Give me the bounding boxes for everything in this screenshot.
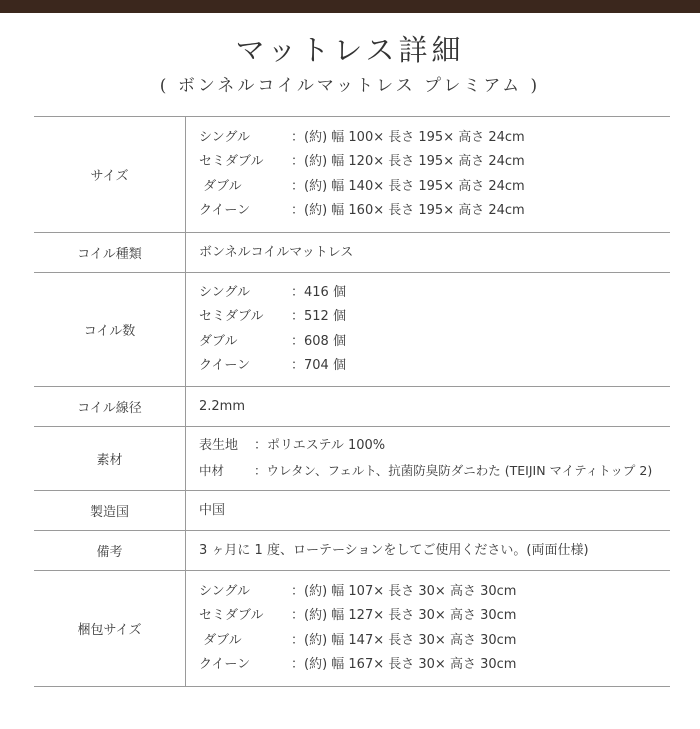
- coil-count-name: シングル: [199, 284, 251, 300]
- row-value-package-size: [186, 571, 671, 687]
- coil-count-line: [199, 330, 670, 355]
- table-row-notes: [34, 531, 670, 571]
- coil-count-name: セミダブル: [199, 309, 264, 324]
- row-value-notes: [186, 531, 671, 571]
- size-name: シングル: [199, 129, 251, 145]
- material-value: ：ウレタン、フェルト、抗菌防臭防ダニわた (TEIJIN マイティトップ 2): [254, 462, 653, 478]
- top-decorative-bar: [0, 0, 700, 13]
- coil-count-line: [199, 281, 670, 306]
- size-value: ：(約) 幅 120× 長さ 195× 高さ 24cm: [291, 154, 525, 169]
- coil-count-name: クイーン: [199, 358, 251, 373]
- material-value: ：ポリエステル 100%: [254, 438, 386, 453]
- table-row-coil-wire: [34, 387, 670, 427]
- row-label-origin: 製造国: [34, 491, 186, 531]
- coil-type-value: ボンネルコイルマットレス: [199, 244, 354, 260]
- package-size-value: ：(約) 幅 107× 長さ 30× 高さ 30cm: [291, 583, 517, 599]
- size-value: ：(約) 幅 140× 長さ 195× 高さ 24cm: [291, 178, 525, 194]
- row-value-origin: [186, 491, 671, 531]
- table-row-material: [34, 427, 670, 491]
- page-subtitle: ( ボンネルコイルマットレス プレミアム ): [159, 76, 541, 96]
- package-size-name: シングル: [199, 583, 251, 599]
- size-name: ダブル: [199, 178, 242, 194]
- package-size-name: セミダブル: [199, 608, 264, 623]
- row-label-size: サイズ: [34, 117, 186, 233]
- material-line: [199, 434, 670, 459]
- coil-count-value: ：608 個: [291, 333, 346, 349]
- size-line: [199, 126, 670, 151]
- origin-value: 中国: [199, 502, 226, 518]
- size-line: [199, 199, 670, 224]
- spec-table: [34, 116, 670, 687]
- size-line: [199, 150, 670, 175]
- page-title: マットレス詳細: [235, 33, 465, 67]
- size-name: セミダブル: [199, 154, 264, 169]
- material-name: 中材: [199, 462, 225, 478]
- coil-count-name: ダブル: [199, 333, 238, 349]
- coil-count-line: [199, 305, 670, 330]
- table-row-coil-type: [34, 233, 670, 273]
- row-value-coil-wire: [186, 387, 671, 427]
- package-size-name: ダブル: [199, 632, 242, 648]
- package-size-line: [199, 653, 670, 678]
- notes-value: 3 ヶ月に 1 度、ローテーションをしてご使用ください。(両面仕様): [199, 542, 589, 558]
- table-row-coil-count: [34, 273, 670, 387]
- table-row-origin: [34, 491, 670, 531]
- row-label-coil-count: コイル数: [34, 273, 186, 387]
- size-value: ：(約) 幅 100× 長さ 195× 高さ 24cm: [291, 129, 525, 145]
- material-line: [199, 459, 670, 484]
- table-row-package-size: [34, 571, 670, 687]
- package-size-value: ：(約) 幅 167× 長さ 30× 高さ 30cm: [291, 657, 517, 672]
- row-value-coil-count: [186, 273, 671, 387]
- row-label-coil-type: コイル種類: [34, 233, 186, 273]
- row-label-package-size: 梱包サイズ: [34, 571, 186, 687]
- material-name: 表生地: [199, 438, 239, 453]
- coil-count-value: ：704 個: [291, 358, 346, 373]
- row-value-size: [186, 117, 671, 233]
- row-value-material: [186, 427, 671, 491]
- row-label-notes: 備考: [34, 531, 186, 571]
- row-label-coil-wire: コイル線径: [34, 387, 186, 427]
- package-size-line: [199, 580, 670, 605]
- package-size-value: ：(約) 幅 127× 長さ 30× 高さ 30cm: [291, 608, 517, 623]
- row-label-material: 素材: [34, 427, 186, 491]
- package-size-line: [199, 629, 670, 654]
- table-row-size: [34, 117, 670, 233]
- package-size-name: クイーン: [199, 657, 251, 672]
- coil-count-value: ：512 個: [291, 309, 346, 324]
- package-size-line: [199, 604, 670, 629]
- coil-count-line: [199, 354, 670, 379]
- package-size-value: ：(約) 幅 147× 長さ 30× 高さ 30cm: [291, 632, 517, 648]
- row-value-coil-type: [186, 233, 671, 273]
- size-line: [199, 175, 670, 200]
- size-name: クイーン: [199, 203, 251, 218]
- coil-count-value: ：416 個: [291, 284, 346, 300]
- size-value: ：(約) 幅 160× 長さ 195× 高さ 24cm: [291, 203, 525, 218]
- coil-wire-value: 2.2mm: [199, 398, 246, 414]
